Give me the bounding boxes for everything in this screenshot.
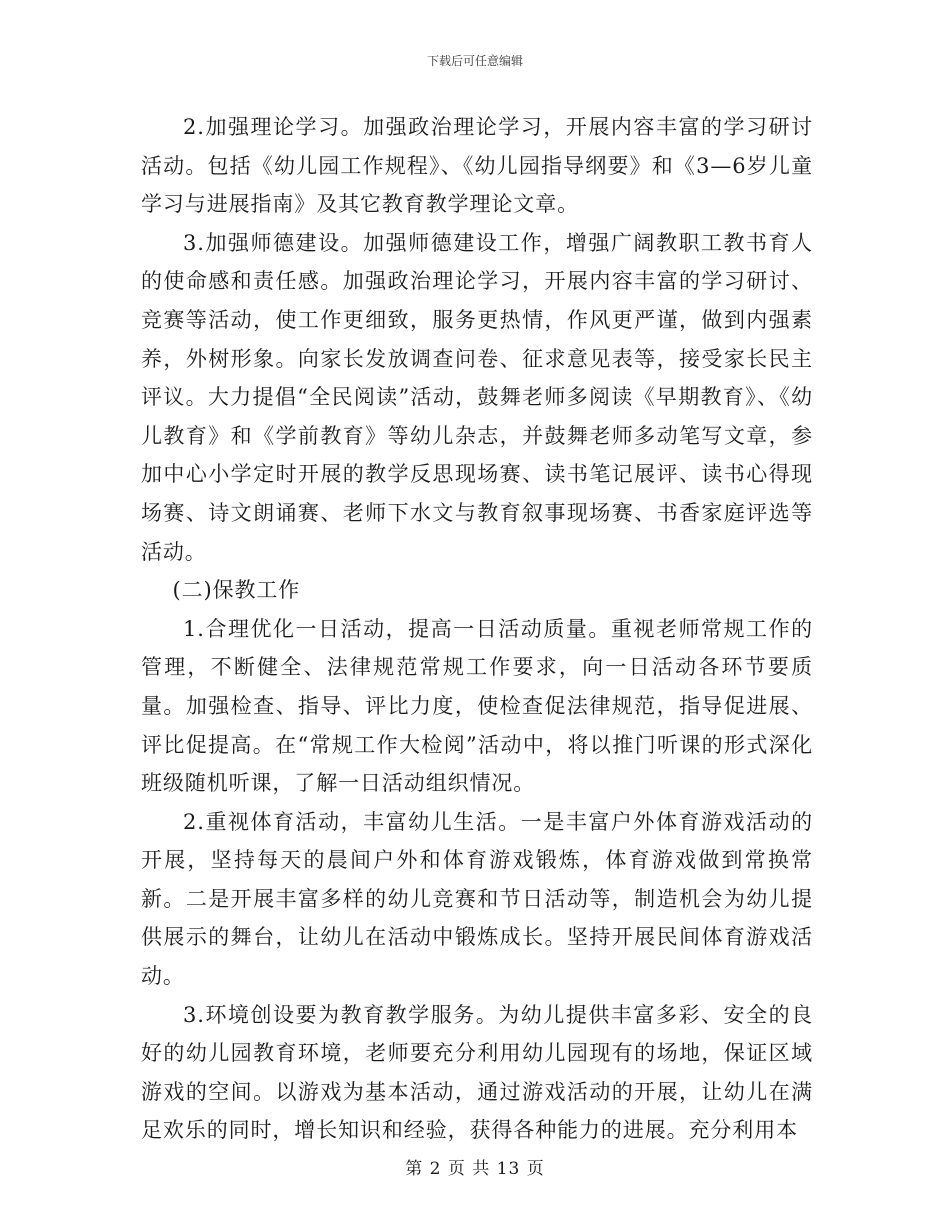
page-header: 下载后可任意编辑 <box>426 54 523 68</box>
section-heading-care-education: (二)保教工作 <box>172 578 301 603</box>
paragraph-teacher-ethics: 3.加强师德建设。加强师德建设工作，增强广阔教职工教书育人的使命感和责任感。加强政治理论学习，开展内容丰富的学习研讨、竞赛等活动，使工作更细致，服务更热情，作风更严谨，做到内强素养，外树形象。向家长发放调查问卷、征求意见表等，接受家长民主评议。大力提倡“全民阅读”活动，鼓舞老师多阅读《早期教育》、《幼儿教育》和《学前教育》等幼儿杂志，并鼓舞老师多动笔写文章，参加中心小学定时开展的教学反思现场赛、读书笔记展评、读书心得现场赛、诗文朗诵赛、老师下水文与教育叙事现场赛、书香家庭评选等活动。 <box>141 230 813 564</box>
paragraph-sports-activities: 2.重视体育活动，丰富幼儿生活。一是丰富户外体育游戏活动的开展，坚持每天的晨间户外和体育游戏锻炼，体育游戏做到常换常新。二是开展丰富多样的幼儿竞赛和节日活动等，制造机会为幼儿提供展示的舞台，让幼儿在活动中锻炼成长。坚持开展民间体育游戏活动。 <box>141 809 813 989</box>
paragraph-theory-study: 2.加强理论学习。加强政治理论学习，开展内容丰富的学习研讨活动。包括《幼儿园工作规程》、《幼儿园指导纲要》和《3—6岁儿童学习与进展指南》及其它教育教学理论文章。 <box>141 115 813 217</box>
document-body <box>141 108 813 1150</box>
paragraph-environment: 3.环境创设要为教育教学服务。为幼儿提供丰富多彩、安全的良好的幼儿园教育环境，老师要充分利用幼儿园现有的场地，保证区域游戏的空间。以游戏为基本活动，通过游戏活动的开展，让幼儿在满足欢乐的同时，增长知识和经验，获得各种能力的进展。充分利用本 <box>141 1002 813 1143</box>
page-number: 第 2 页 共 13 页 <box>405 1159 545 1179</box>
paragraph-daily-activities: 1.合理优化一日活动，提高一日活动质量。重视老师常规工作的管理，不断健全、法律规范常规工作要求，向一日活动各环节要质量。加强检查、指导、评比力度，使检查促法律规范，指导促进展、评比促提高。在“常规工作大检阅”活动中，将以推门听课的形式深化班级随机听课，了解一日活动组织情况。 <box>141 616 813 796</box>
page-footer <box>0 1154 950 1179</box>
